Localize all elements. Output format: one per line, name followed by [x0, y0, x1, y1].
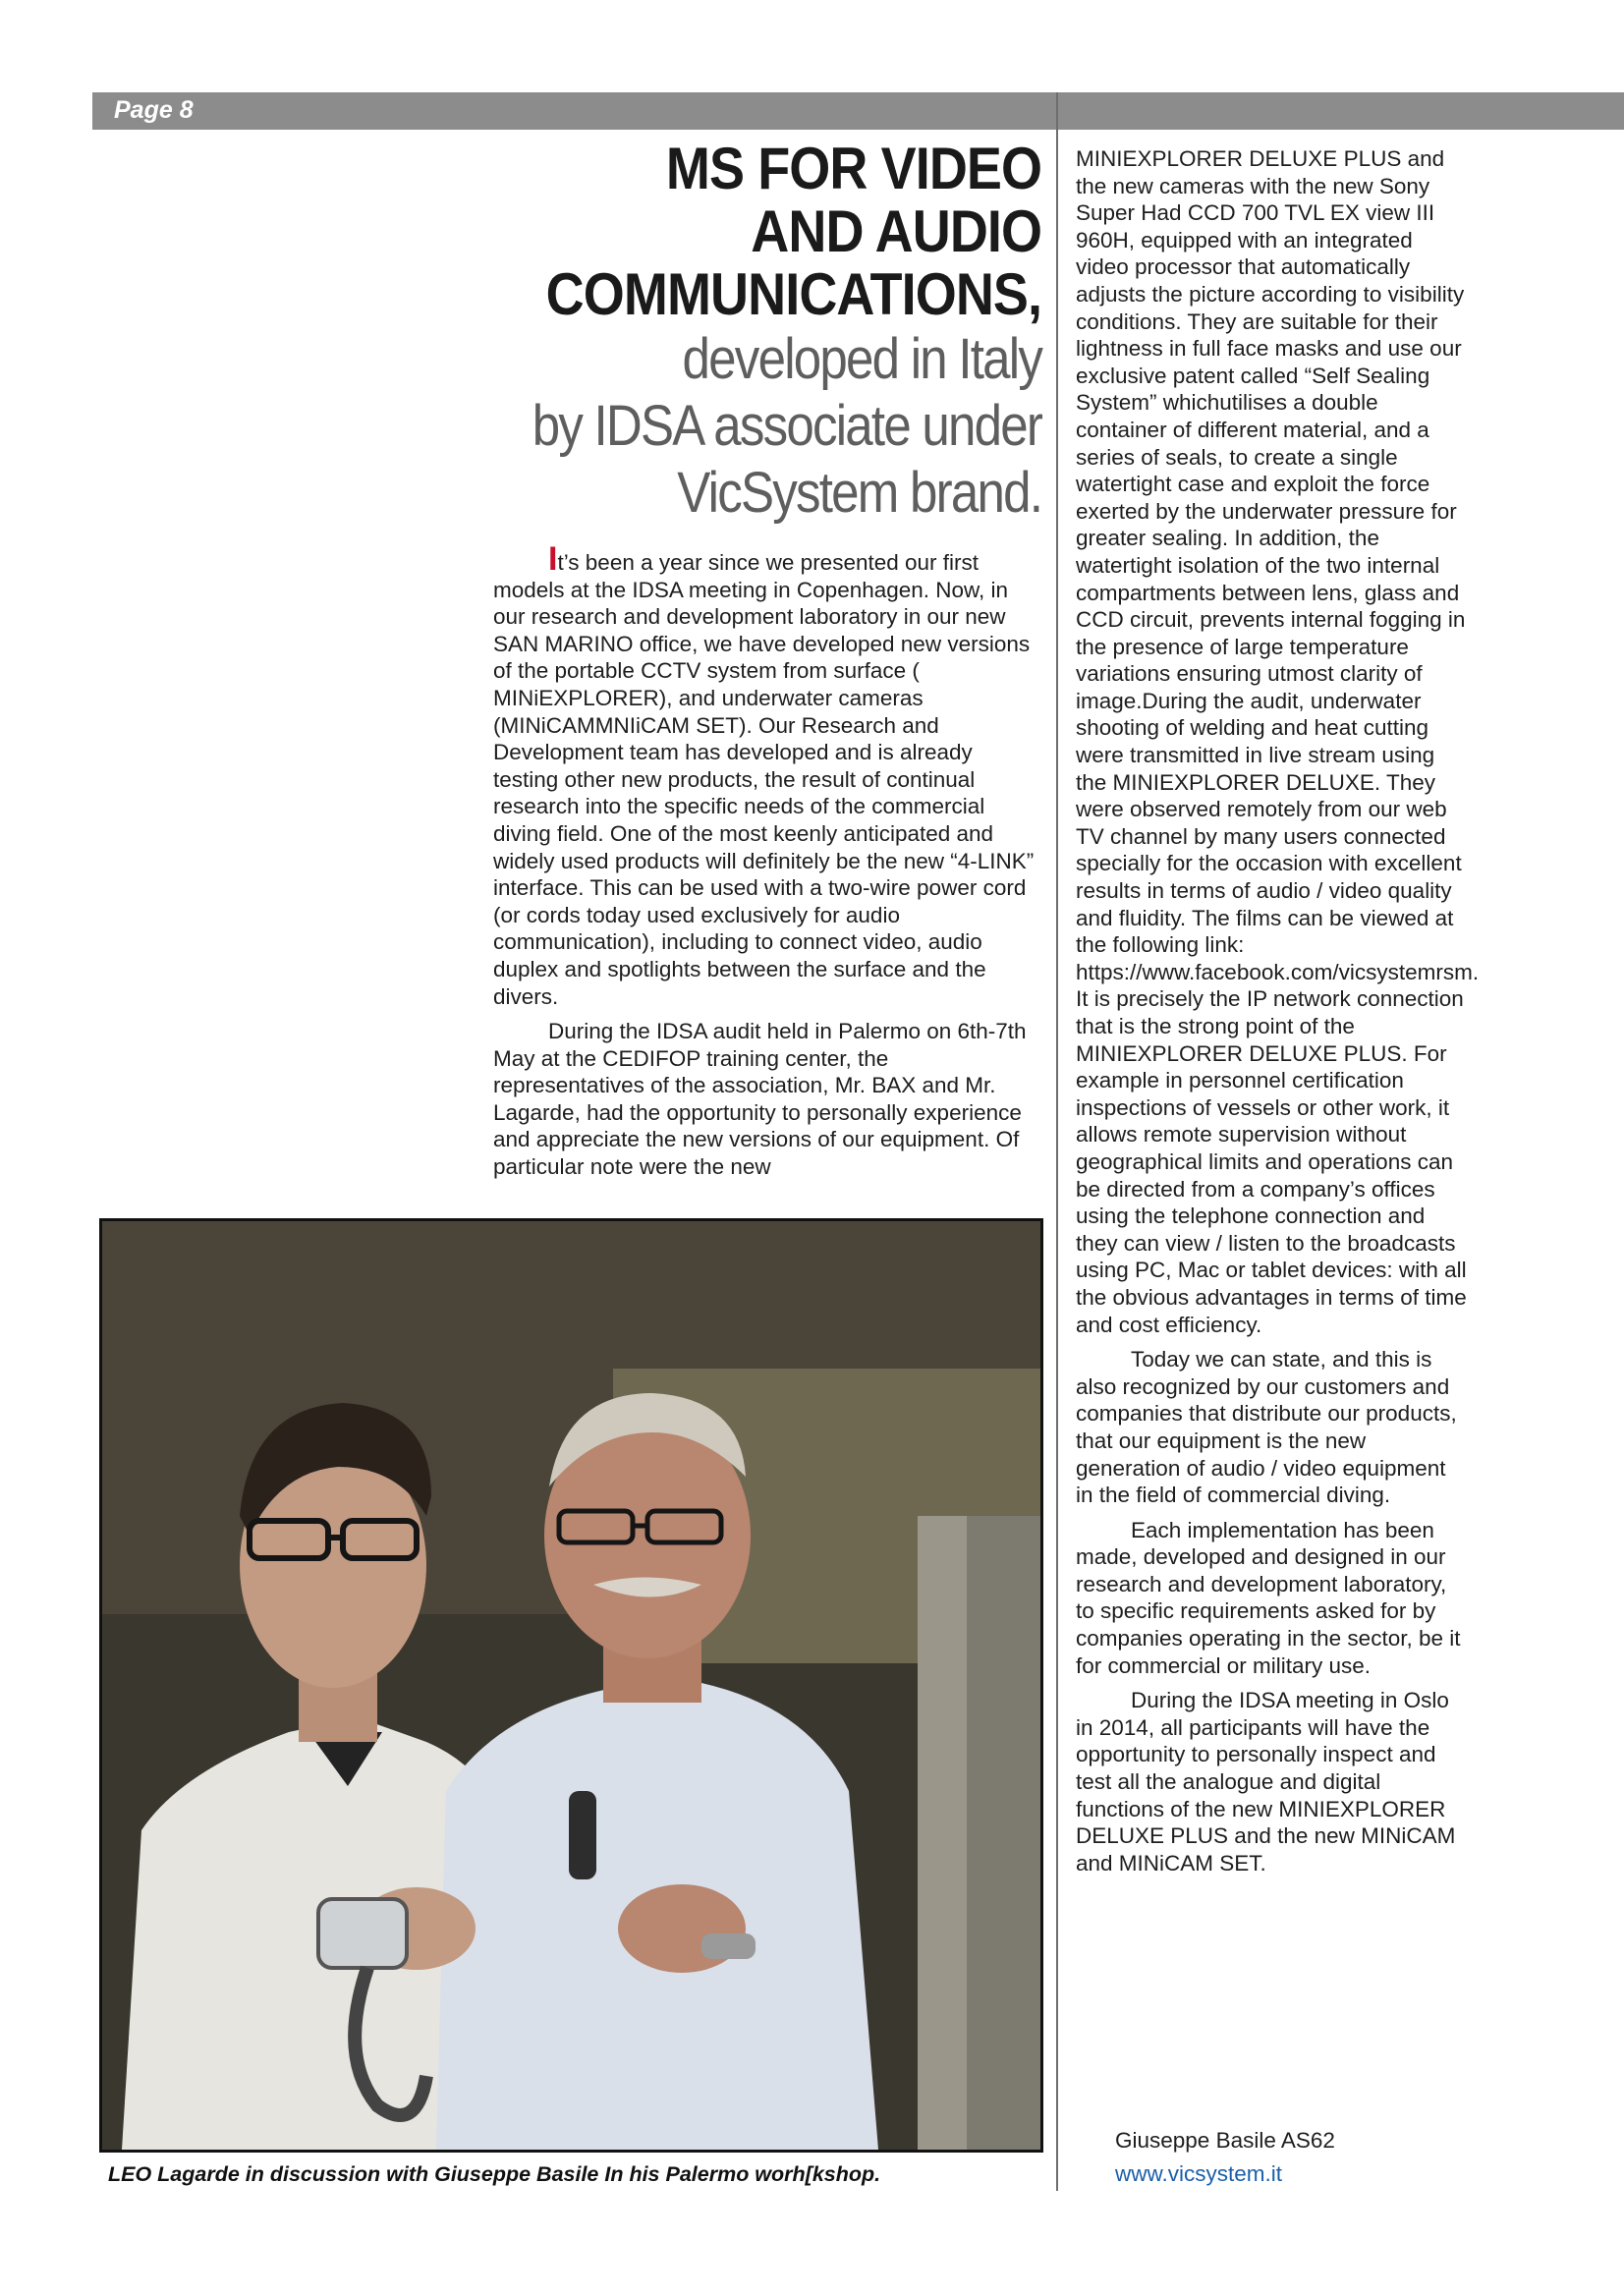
column-divider: [1056, 92, 1058, 2191]
subheadline-line-3: VicSystem brand.: [677, 461, 1041, 525]
headline-line-1: MS FOR VIDEO: [665, 136, 1041, 201]
website-link[interactable]: www.vicsystem.it: [1115, 2161, 1283, 2186]
article-column-1: [493, 540, 1043, 1181]
headline-line-2: AND AUDIO: [751, 198, 1041, 264]
article-paragraph: Each implementation has been made, developed and designed in our research and development laboratory, to specific requirements asked for by companies operating in the sector, be it for commercial or military use.: [1076, 1517, 1461, 1678]
article-paragraph: During the IDSA audit held in Palermo on 6th-7th May at the CEDIFOP training center, the representatives of the association, Mr. BAX and Mr. Lagarde, had the opportunity to personally experience and appreciate the new versions of our equipment. Of particular note were the new: [493, 1019, 1027, 1180]
page-header-bar: [92, 92, 1624, 130]
author-signature: Giuseppe Basile AS62: [1115, 2128, 1335, 2153]
subheadline-line-1: developed in Italy: [682, 327, 1041, 391]
headline-line-3: COMMUNICATIONS,: [545, 261, 1041, 327]
photo-caption: LEO Lagarde in discussion with Giuseppe Basile In his Palermo worh[kshop.: [108, 2162, 881, 2186]
subheadline-line-2: by IDSA associate under: [532, 394, 1041, 458]
article-paragraph: Today we can state, and this is also recognized by our customers and companies that distribute our products, that our equipment is the new generation of audio / video equipment in the field of commercial diving.: [1076, 1347, 1457, 1508]
article-column-2: [1076, 145, 1480, 1876]
paragraph-text: t’s been a year since we presented our first models at the IDSA meeting in Copenhagen. Now, in our research and development laboratory in our new SAN MARINO office, we have developed new versions of the portable CCTV system from surface ( MINiEXPLORER), and underwater cameras (MINiCAMMNIiCAM SET). Our Research and Development team has developed and is already testing other new products, the result of continual research into the specific needs of the commercial diving field. One of the most keenly anticipated and widely used products will definitely be the new “4-LINK” interface. This can be used with a two-wire power cord (or cords today used exclusively for audio communication), including to connect video, audio duplex and spotlights between the surface and the divers.: [493, 550, 1035, 1009]
article-paragraph: MINIEXPLORER DELUXE PLUS and the new cameras with the new Sony Super Had CCD 700 TVL EX view III 960H, equipped with an integrated video processor that automatically adjusts the picture according to visibility conditions. They are suitable for their lightness in full face masks and use our exclusive patent called “Self Sealing System” whichutilises a double container of different material, and a series of seals, to create a single watertight case and exploit the force exerted by the underwater pressure for greater sealing. In addition, the watertight isolation of the two internal compartments between lens, glass and CCD circuit, prevents internal fogging in the presence of large temperature variations ensuring utmost clarity of image.During the audit, underwater shooting of welding and heat cutting were transmitted in live stream using the MINIEXPLORER DELUXE. They were observed remotely from our web TV channel by many users connected specially for the occasion with excellent results in terms of audio / video quality and fluidity. The films can be viewed at the following link: https://www.facebook.com/vicsystemrsm. It is precisely the IP network connection that is the strong point of the MINIEXPLORER DELUXE PLUS. For example in personnel certification inspections of vessels or other work, it allows remote supervision without geographical limits and operations can be directed from a company’s offices using the telephone connection and they can view / listen to the broadcasts using PC, Mac or tablet devices: with all the obvious advantages in terms of time and cost efficiency.: [1076, 146, 1480, 1337]
drop-cap: I: [548, 540, 558, 578]
article-photo: [99, 1218, 1043, 2153]
article-paragraph: [493, 540, 1043, 1010]
article-headline: [463, 138, 1041, 527]
photo-illustration: [102, 1221, 1040, 2150]
article-paragraph: During the IDSA meeting in Oslo in 2014, all participants will have the opportunity to personally inspect and test all the analogue and digital functions of the new MINIEXPLORER DELUXE PLUS and the new MINiCAM and MINiCAM SET.: [1076, 1688, 1456, 1876]
page-number: Page 8: [114, 96, 194, 124]
